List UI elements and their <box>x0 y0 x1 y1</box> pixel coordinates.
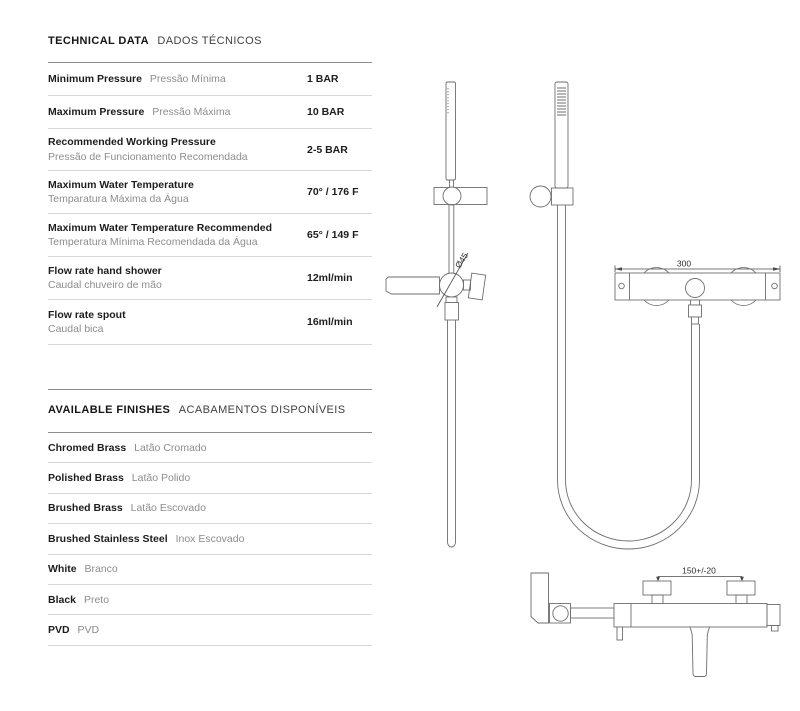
hose-front <box>448 320 456 547</box>
finish-name-pt: Branco <box>84 563 118 576</box>
holder-arm <box>571 608 615 618</box>
finish-name-en: Chromed Brass <box>48 441 127 454</box>
hose-loop-inner <box>566 205 692 541</box>
finish-name-en: PVD <box>48 623 70 636</box>
spec-value: 16ml/min <box>307 316 353 328</box>
spout-outline <box>386 277 440 294</box>
spec-name-pt: Pressão Mínima <box>149 72 226 85</box>
spec-value: 70° / 176 F <box>307 186 359 198</box>
finish-name-en: Black <box>48 593 77 606</box>
spray-face-grid <box>557 88 566 115</box>
drawing-mixer-front-view <box>531 566 780 677</box>
spec-name-en: Recommended Working Pressure <box>48 136 216 149</box>
finish-name-pt: Latão Polido <box>131 472 191 484</box>
spec-name-en: Flow rate spout <box>48 308 126 321</box>
finish-name-en: White <box>48 563 77 576</box>
diameter-dimension-label: Ø45 <box>452 250 471 270</box>
available-finishes-heading-en: AVAILABLE FINISHES <box>48 404 171 416</box>
mixer-body <box>440 273 464 297</box>
spec-name-pt: Pressão Máxima <box>152 105 231 118</box>
spec-name-en: Maximum Water Temperature Recommended <box>48 221 273 234</box>
inlet-distance-label: 150+/-20 <box>682 565 716 576</box>
dimension-arrow-right <box>773 267 780 271</box>
handle-arc <box>644 300 669 305</box>
spec-name-en: Flow rate hand shower <box>48 264 162 277</box>
hose-outlet-stub <box>617 627 623 640</box>
technical-data-heading-en: TECHNICAL DATA <box>48 35 149 47</box>
finish-name-en: Brushed Brass <box>48 502 123 515</box>
mixer-body-bar <box>614 604 767 628</box>
handle-arc <box>644 268 669 273</box>
handle-arc <box>731 300 756 305</box>
hand-shower-holder <box>531 573 549 623</box>
spout-outline <box>690 628 710 677</box>
finish-name-pt: PVD <box>77 623 100 636</box>
spec-value: 1 BAR <box>307 73 339 85</box>
finish-name-pt: Preto <box>83 593 110 606</box>
slider-knob <box>443 187 461 205</box>
finish-name-pt: Latão Escovado <box>130 502 206 515</box>
handle-left-neck <box>652 595 663 604</box>
body-end-cap <box>767 605 780 626</box>
spec-name-en: Maximum Water Temperature <box>48 178 194 191</box>
spec-value: 65° / 149 F <box>307 229 359 241</box>
end-cap-nub <box>772 626 779 632</box>
spec-name-pt: Pressão de Funcionamento Recomendada <box>48 150 248 163</box>
diverter-knob <box>686 279 705 298</box>
slider-knob <box>530 186 551 207</box>
finish-name-en: Brushed Stainless Steel <box>48 532 168 545</box>
finish-name-en: Polished Brass <box>48 472 124 484</box>
handle-right-neck <box>736 595 747 604</box>
width-dimension-label: 300 <box>676 258 692 269</box>
handle-left <box>643 581 671 595</box>
spec-name-pt: Caudal bica <box>48 323 104 335</box>
spec-name-en: Maximum Pressure <box>48 105 145 118</box>
mixer-outlet-neck <box>446 297 457 303</box>
hand-shower-outline <box>446 82 456 180</box>
hand-shower-outline <box>555 82 568 188</box>
spec-name-en: Minimum Pressure <box>48 72 142 85</box>
drawing-shower-set-front-view <box>386 82 487 547</box>
drawing-mixer-top-view <box>615 259 780 325</box>
spec-name-pt: Caudal chuveiro de mão <box>48 279 162 291</box>
handle-right <box>727 581 755 595</box>
drawing-hand-shower-side-view <box>530 82 700 549</box>
finish-name-pt: Latão Cromado <box>134 441 207 454</box>
spec-value: 10 BAR <box>307 106 345 118</box>
technical-data-heading-pt: DADOS TÉCNICOS <box>157 35 262 47</box>
dimension-arrow-left <box>615 267 622 271</box>
outlet-tube <box>692 317 699 324</box>
finish-name-pt: Inox Escovado <box>175 532 245 545</box>
available-finishes-heading-pt: ACABAMENTOS DISPONÍVEIS <box>178 404 346 416</box>
hose-loop-outer <box>558 205 700 549</box>
spec-value: 12ml/min <box>307 272 353 284</box>
outlet-neck <box>691 300 700 305</box>
spec-name-pt: Temparatura Máxima da Água <box>48 193 189 205</box>
spec-name-pt: Temperatura Mínima Recomendada da Água <box>48 236 258 248</box>
handle-arc <box>731 268 756 273</box>
slider-bracket <box>552 188 574 205</box>
mixer-outlet-fitting <box>445 303 459 321</box>
spec-value: 2-5 BAR <box>307 143 348 156</box>
holder-knob <box>553 606 568 621</box>
outlet-fitting <box>689 305 702 317</box>
